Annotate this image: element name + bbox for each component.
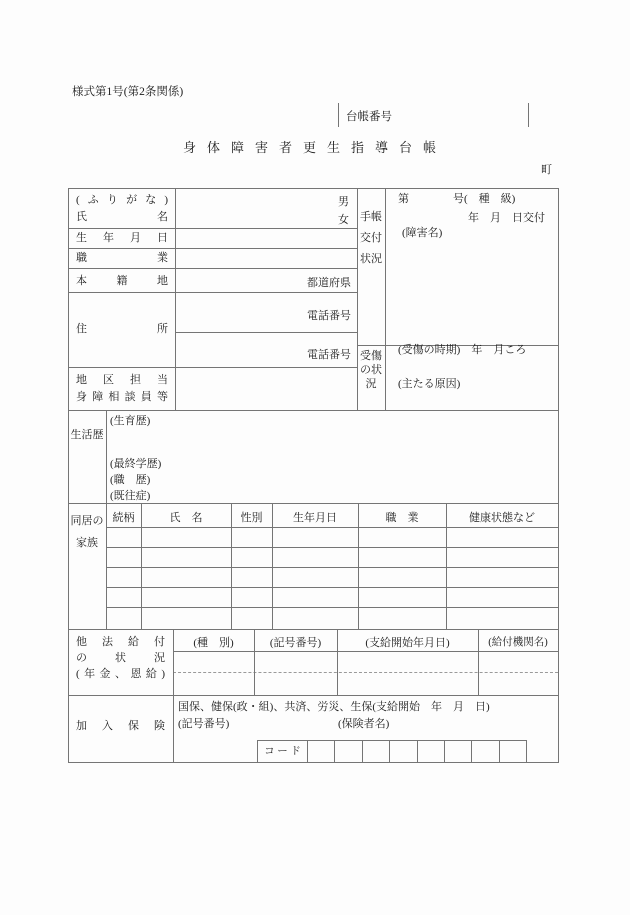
table-line (68, 188, 558, 189)
district-counselor-label-line2: 身障相談員等 (76, 391, 168, 403)
phone-label-2: 電話番号 (307, 349, 351, 361)
code-cell (472, 741, 499, 762)
sex-female-label: 女 (338, 214, 349, 226)
family-vertical-label: 同居の家族 (70, 515, 104, 549)
district-counselor-label-line1: 地区担当 (76, 374, 168, 386)
form-number: 様式第1号(第2条関係) (72, 86, 184, 98)
table-line (175, 332, 357, 333)
table-line (106, 527, 558, 528)
table-line (68, 228, 357, 229)
town-suffix: 町 (541, 164, 552, 176)
table-line (106, 547, 558, 548)
family-header-sex: 性別 (240, 512, 263, 524)
family-header-occupation: 職 業 (385, 512, 419, 524)
insurance-symbol-number-label: (記号番号) (178, 718, 230, 730)
name-label: 氏名 (76, 211, 168, 223)
other-benefits-header-start-date: (支給開始年月日) (365, 637, 450, 649)
page-title: 身体障害者更生指導台帳 (182, 140, 447, 155)
family-header-health: 健康状態など (469, 512, 535, 524)
table-line (68, 268, 357, 269)
code-cell (335, 741, 362, 762)
other-benefits-label-line2: の状況 (76, 652, 165, 664)
phone-label-1: 電話番号 (307, 310, 351, 322)
domicile-label: 本籍地 (76, 275, 168, 287)
life-history-item-education: (最終学歴) (110, 458, 162, 470)
code-cell (308, 741, 335, 762)
notebook-issue-date-line: 年 月 日交付 (468, 212, 545, 224)
table-line (106, 567, 558, 568)
prefecture-suffix: 都道府県 (307, 277, 351, 289)
table-line (106, 607, 558, 608)
life-history-item-birth: (生育歴) (110, 415, 151, 427)
table-line (68, 188, 69, 763)
insurance-label: 加入保険 (76, 720, 165, 732)
family-header-name: 氏 名 (169, 512, 203, 524)
table-line (106, 587, 558, 588)
other-benefits-header-agency: (給付機関名) (488, 637, 548, 648)
code-label: コ ー ド (258, 741, 308, 762)
life-history-item-anamnesis: (既往症) (110, 490, 151, 502)
injury-period-line: (受傷の時期) 年 月ころ (398, 344, 527, 356)
family-header-birthdate: 生年月日 (293, 512, 337, 524)
family-header-relation: 続柄 (112, 512, 135, 524)
table-line (558, 188, 559, 763)
table-line (173, 651, 558, 652)
occupation-label: 職業 (76, 252, 168, 264)
table-line (385, 188, 386, 410)
life-history-item-work: (職 歴) (110, 474, 151, 486)
insurance-types-line: 国保、健保(政・組)、共済、労災、生保(支給開始 年 月 日) (178, 701, 490, 713)
other-benefits-header-symbol: (記号番号) (269, 637, 322, 649)
table-line (68, 248, 357, 249)
code-cell (390, 741, 417, 762)
life-history-vertical-label: 生活歴 (70, 429, 104, 441)
table-line (68, 292, 357, 293)
table-line (68, 629, 558, 630)
table-line (68, 410, 558, 411)
ledger-number-label: 台帳番号 (346, 111, 392, 123)
notebook-number-line: 第 号( 種 級) (398, 193, 516, 205)
notebook-issue-vertical-label: 手帳交付状況 (360, 211, 382, 265)
ledger-number-box-right-edge (528, 103, 529, 127)
insurance-insurer-label: (保険者名) (338, 718, 390, 730)
code-cell (418, 741, 445, 762)
sex-male-label: 男 (338, 196, 349, 208)
birthdate-label: 生年月日 (76, 232, 168, 244)
injury-cause-label: (主たる原因) (398, 378, 461, 390)
code-cell (445, 741, 472, 762)
code-cell (363, 741, 390, 762)
dotted-divider (173, 672, 558, 673)
code-cell (500, 741, 526, 762)
other-benefits-label-line3: (年金、恩給) (76, 668, 165, 680)
table-line (68, 695, 558, 696)
code-grid (257, 740, 527, 763)
address-label: 住所 (76, 323, 168, 335)
table-line (68, 367, 357, 368)
other-benefits-header-type: (種 別) (193, 637, 234, 649)
injury-vertical-label: 受傷の状況 (360, 350, 382, 390)
disability-name-label: (障害名) (402, 227, 443, 239)
furigana-label: (ふりがな) (76, 194, 168, 206)
other-benefits-label-line1: 他法給付 (76, 636, 165, 648)
ledger-number-box-left-edge (338, 103, 339, 127)
